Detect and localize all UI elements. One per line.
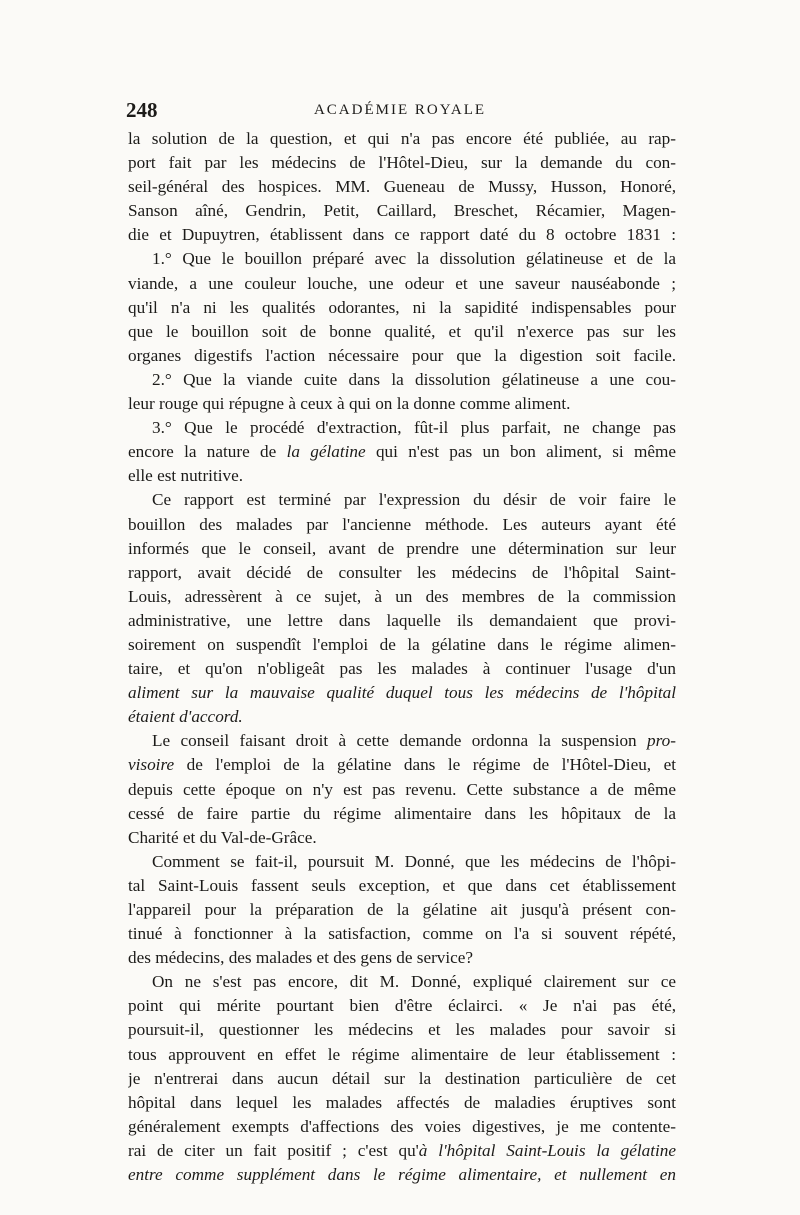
text-line — [128, 368, 676, 392]
text-line — [128, 223, 676, 247]
text-line — [128, 657, 676, 681]
line-text: point qui mérite pourtant bien d'être éclairci. « Je n'ai pas été, — [128, 996, 676, 1016]
text-line — [128, 513, 676, 537]
text-line — [128, 1115, 676, 1139]
text-line — [128, 488, 676, 512]
line-text: administrative, une lettre dans laquelle ils demandaient que provi- — [128, 610, 676, 630]
page-number: 248 — [126, 98, 158, 122]
text-line — [128, 898, 676, 922]
text-line — [128, 1043, 676, 1067]
text-line — [128, 802, 676, 826]
text-line — [128, 1067, 676, 1091]
text-line — [128, 681, 676, 705]
line-text: soirement on suspendît l'emploi de la gélatine dans le régime alimen- — [128, 634, 676, 654]
line-text: Sanson aîné, Gendrin, Petit, Caillard, Breschet, Récamier, Magen- — [128, 201, 676, 221]
text-line — [128, 778, 676, 802]
text-line — [128, 464, 676, 488]
text-line — [128, 175, 676, 199]
line-text: la solution de la question, et qui n'a pas encore été publiée, au rap- — [128, 129, 676, 148]
line-text: informés que le conseil, avant de prendre une détermination sur leur — [128, 538, 676, 558]
page-header — [126, 98, 674, 124]
text-line — [128, 151, 676, 175]
text-line — [128, 1091, 676, 1115]
line-text: 1.° Que le bouillon préparé avec la dissolution gélatineuse et de la — [152, 249, 676, 269]
line-text: Ce rapport est terminé par l'expression du désir de voir faire le — [152, 490, 676, 510]
line-text: seil-général des hospices. MM. Gueneau de Mussy, Husson, Honoré, — [128, 177, 676, 197]
text-line — [128, 753, 676, 777]
text-line — [128, 850, 676, 874]
text-line — [128, 585, 676, 609]
body-text — [128, 127, 676, 1187]
line-text: rai de citer un fait positif ; c'est qu' — [128, 1140, 419, 1160]
text-line — [128, 320, 676, 344]
line-text: Le conseil faisant droit à cette demande ordonna la suspension — [152, 731, 648, 751]
text-line — [128, 392, 676, 416]
text-line — [128, 416, 676, 440]
line-text: l'appareil pour la préparation de la gélatine ait jusqu'à présent con- — [128, 900, 676, 919]
text-line — [128, 296, 676, 320]
text-line — [128, 970, 676, 994]
line-text: tous approuvent en effet le régime alimentaire de leur établissement : — [128, 1044, 676, 1064]
line-text: Charité et du Val-de-Grâce. — [128, 827, 317, 847]
italic-text: étaient d'accord. — [128, 707, 243, 727]
text-line — [128, 537, 676, 561]
text-line — [128, 633, 676, 657]
text-line — [128, 440, 676, 464]
line-text: qu'il n'a ni les qualités odorantes, ni la sapidité indispensables pour — [128, 297, 676, 317]
line-text: depuis cette époque on n'y est pas revenu. Cette substance a de même — [128, 779, 676, 799]
text-line — [128, 247, 676, 271]
italic-text: visoire — [128, 755, 175, 775]
italic-text: à l'hôpital Saint-Louis la gélatine — [418, 1140, 676, 1160]
line-text: , et nullement en — [537, 1165, 676, 1185]
text-line — [128, 705, 676, 729]
line-text: rapport, avait décidé de consulter les médecins de l'hôpital Saint- — [128, 562, 676, 582]
line-text: qui n'est pas un bon aliment, si même — [365, 442, 676, 462]
italic-text: entre comme supplément dans le régime alimentaire — [128, 1165, 538, 1185]
line-text: elle est nutritive. — [128, 466, 244, 486]
line-text: généralement exempts d'affections des voies digestives, je me contente- — [128, 1116, 676, 1136]
line-text: Comment se fait-il, poursuit M. Donné, que les médecins de l'hôpi- — [152, 851, 676, 871]
line-text: leur rouge qui répugne à ceux à qui on la donne comme aliment. — [128, 394, 571, 414]
text-line — [128, 1139, 676, 1163]
text-line — [128, 874, 676, 898]
text-line — [128, 994, 676, 1018]
line-text: Louis, adressèrent à ce sujet, à un des membres de la commission — [128, 586, 676, 606]
line-text: bouillon des malades par l'ancienne méthode. Les auteurs ayant été — [128, 514, 676, 534]
text-line — [128, 1163, 676, 1187]
line-text: je n'entrerai dans aucun détail sur la destination particulière de cet — [128, 1068, 676, 1088]
line-text: tinué à fonctionner à la satisfaction, comme on l'a si souvent répété, — [128, 924, 676, 944]
line-text: port fait par les médecins de l'Hôtel-Dieu, sur la demande du con- — [128, 153, 676, 173]
italic-text: la gélatine — [286, 442, 366, 462]
text-line — [128, 561, 676, 585]
line-text: de l'emploi de la gélatine dans le régime de l'Hôtel-Dieu, et — [174, 755, 676, 775]
text-line — [128, 127, 676, 151]
text-line — [128, 609, 676, 633]
line-text: que le bouillon soit de bonne qualité, et qu'il n'exerce pas sur les — [128, 321, 676, 341]
italic-text: pro- — [647, 731, 676, 751]
italic-text: aliment sur la mauvaise qualité duquel tous les médecins de l'hôpital — [128, 683, 676, 703]
text-line — [128, 1018, 676, 1042]
line-text: 3.° Que le procédé d'extraction, fût-il plus parfait, ne change pas — [152, 418, 676, 438]
text-line — [128, 199, 676, 223]
line-text: organes digestifs l'action nécessaire pour que la digestion soit facile. — [128, 345, 676, 365]
text-line — [128, 272, 676, 296]
text-line — [128, 729, 676, 753]
text-line — [128, 946, 676, 970]
running-title: ACADÉMIE ROYALE — [313, 102, 487, 118]
line-text: die et Dupuytren, établissent dans ce rapport daté du 8 octobre 1831 : — [128, 225, 676, 245]
line-text: hôpital dans lequel les malades affectés de maladies éruptives sont — [128, 1092, 676, 1112]
text-line — [128, 344, 676, 368]
line-text: cessé de faire partie du régime alimentaire dans les hôpitaux de la — [128, 803, 676, 823]
text-line — [128, 922, 676, 946]
line-text: tal Saint-Louis fassent seuls exception, et que dans cet établissement — [128, 875, 676, 895]
line-text: On ne s'est pas encore, dit M. Donné, expliqué clairement sur ce — [152, 972, 676, 992]
line-text: poursuit-il, questionner les médecins et les malades pour savoir si — [128, 1020, 676, 1040]
line-text: encore la nature de — [128, 442, 287, 462]
line-text: taire, et qu'on n'obligeât pas les malades à continuer l'usage d'un — [128, 659, 676, 679]
line-text: des médecins, des malades et des gens de service? — [128, 948, 474, 968]
line-text: 2.° Que la viande cuite dans la dissolution gélatineuse a une cou- — [152, 369, 676, 389]
line-text: viande, a une couleur louche, une odeur et une saveur nauséabonde ; — [128, 273, 676, 293]
text-line — [128, 826, 676, 850]
